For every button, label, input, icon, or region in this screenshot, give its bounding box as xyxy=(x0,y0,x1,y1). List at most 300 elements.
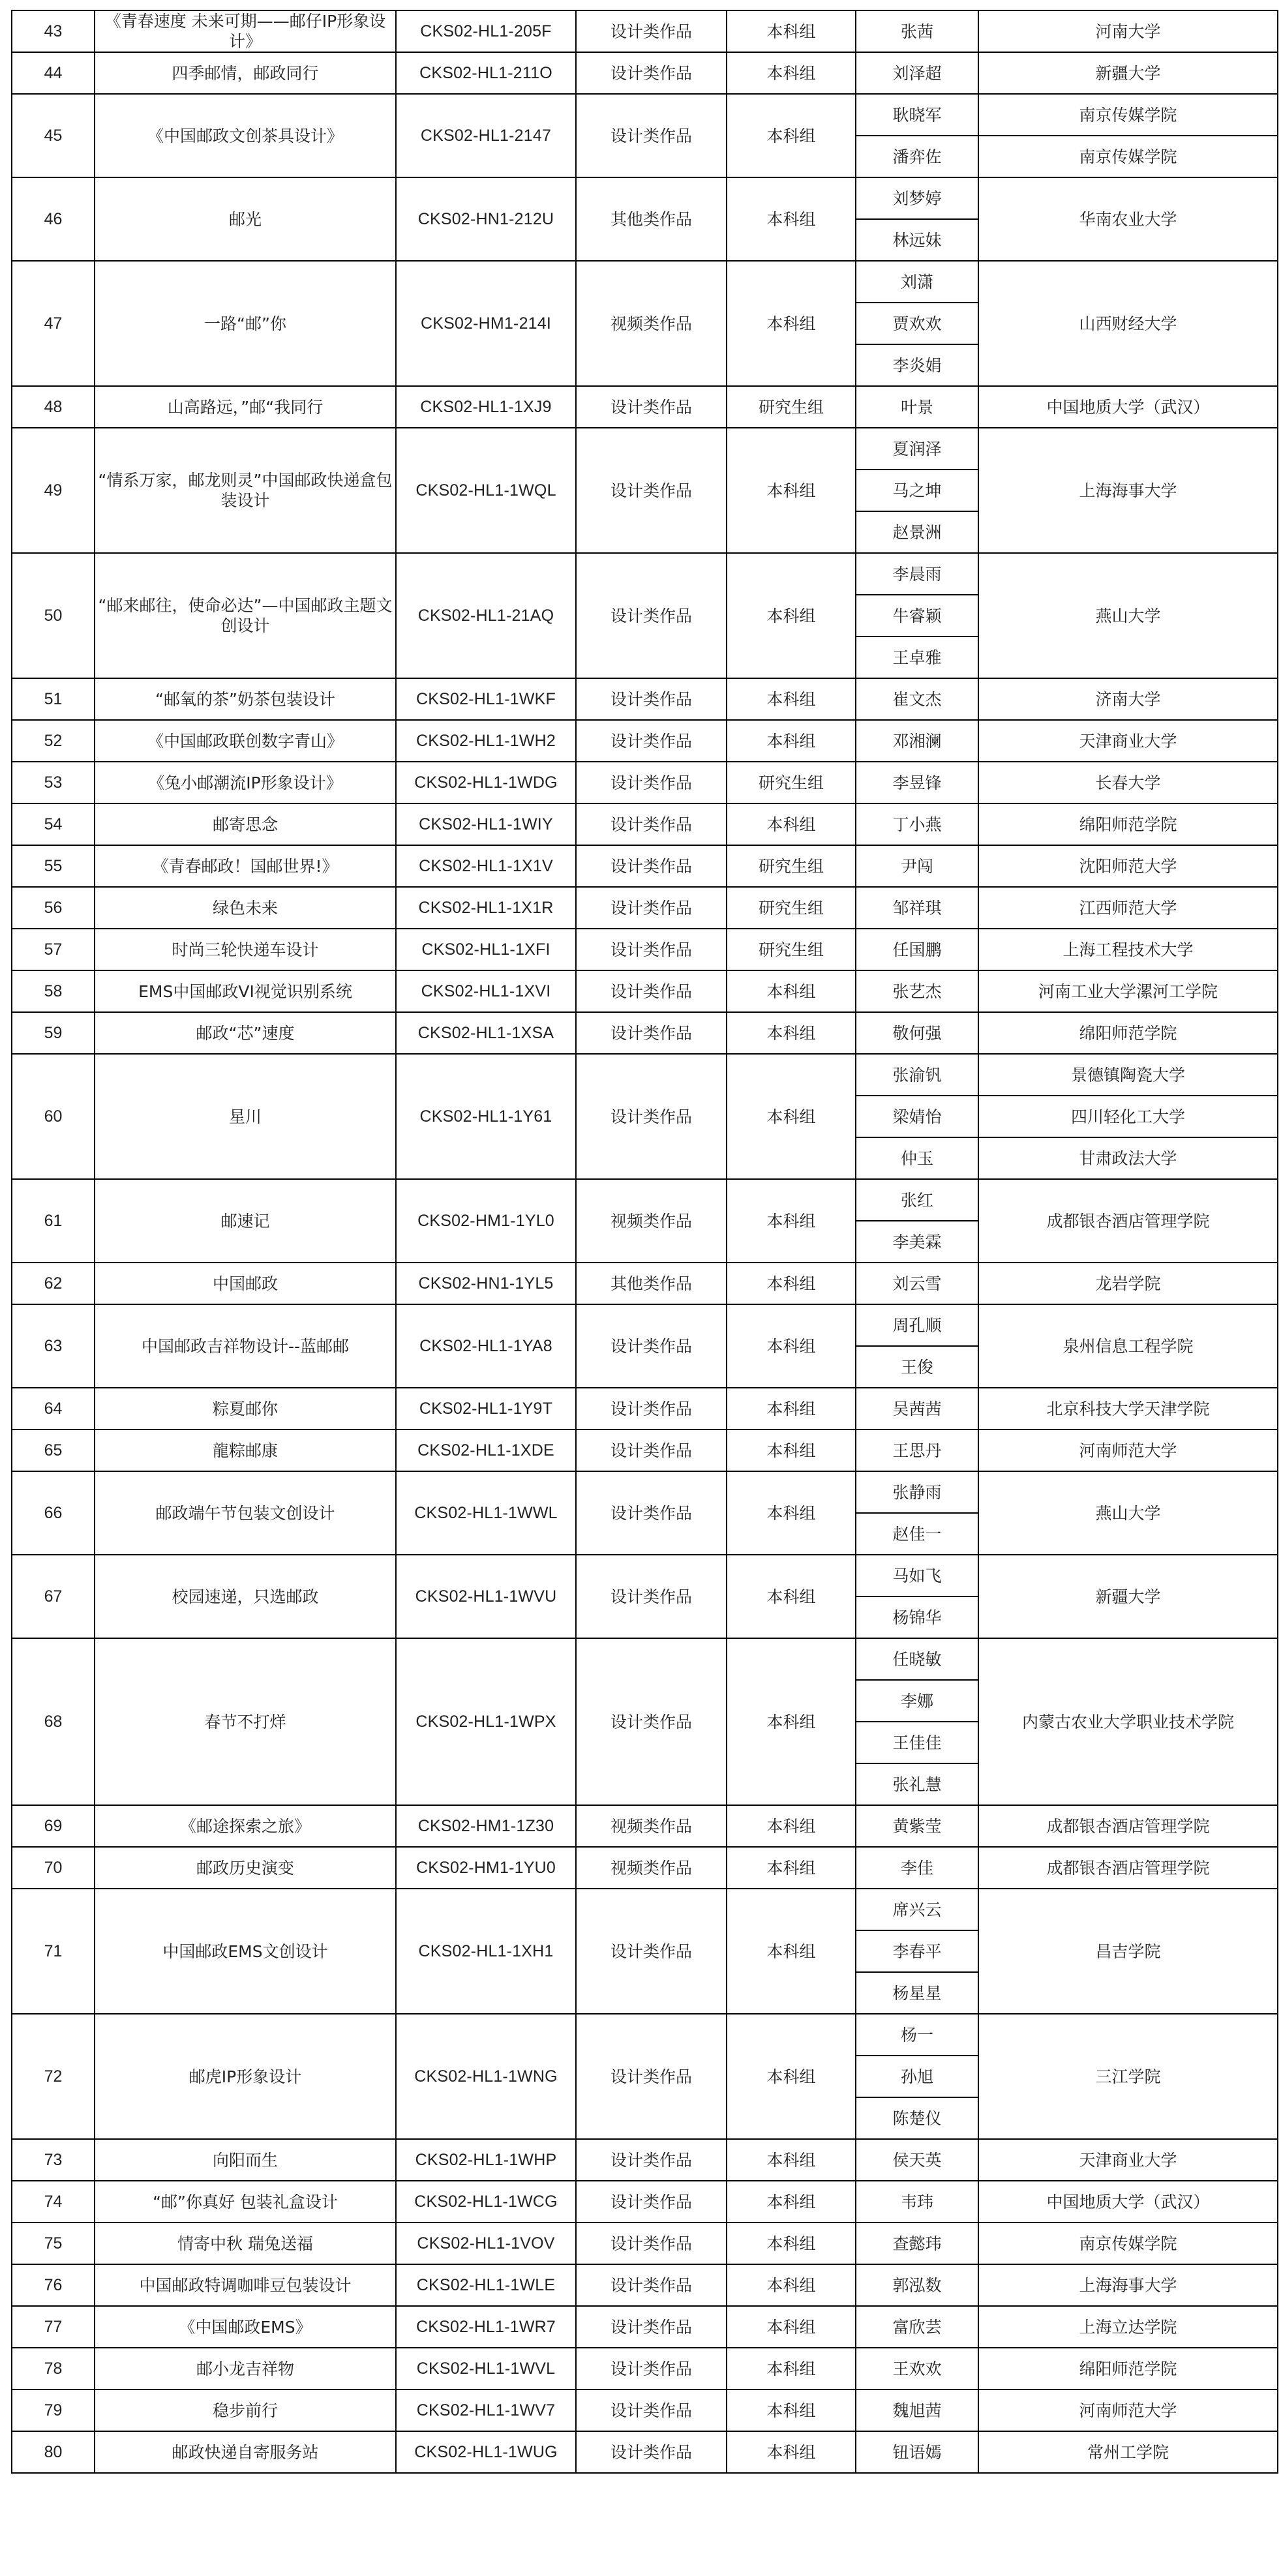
school-name: 上海海事大学 xyxy=(978,428,1278,553)
entry-group: 本科组 xyxy=(727,1430,856,1471)
entry-number: 74 xyxy=(12,2181,95,2223)
author-name: 任晓敏 xyxy=(856,1638,978,1680)
table-row xyxy=(12,2014,1278,2056)
entry-title: 《中国邮政联创数字青山》 xyxy=(95,720,396,762)
author-name: 孙旭 xyxy=(856,2056,978,2097)
entry-number: 62 xyxy=(12,1263,95,1304)
entry-category: 设计类作品 xyxy=(576,2431,727,2473)
entry-number: 47 xyxy=(12,261,95,386)
entry-category: 设计类作品 xyxy=(576,970,727,1012)
entry-group: 本科组 xyxy=(727,2348,856,2389)
school-name: 成都银杏酒店管理学院 xyxy=(978,1805,1278,1847)
table-row xyxy=(12,1430,1278,1471)
table-row xyxy=(12,94,1278,136)
author-name: 马之坤 xyxy=(856,470,978,511)
author-name: 赵佳一 xyxy=(856,1513,978,1555)
school-name: 绵阳师范学院 xyxy=(978,2348,1278,2389)
entry-number: 54 xyxy=(12,803,95,845)
table-row xyxy=(12,1889,1278,1930)
entry-number: 59 xyxy=(12,1012,95,1054)
author-name: 王佳佳 xyxy=(856,1722,978,1763)
entry-number: 73 xyxy=(12,2139,95,2181)
entry-code: CKS02-HL1-1XH1 xyxy=(396,1889,576,2014)
entry-code: CKS02-HL1-1WHP xyxy=(396,2139,576,2181)
table-row xyxy=(12,2223,1278,2264)
table-row xyxy=(12,261,1278,303)
entry-group: 研究生组 xyxy=(727,929,856,970)
entry-code: CKS02-HL1-1WKF xyxy=(396,678,576,720)
author-name: 林远妹 xyxy=(856,219,978,261)
author-name: 张艺杰 xyxy=(856,970,978,1012)
table-row xyxy=(12,803,1278,845)
table-row xyxy=(12,2389,1278,2431)
entry-group: 本科组 xyxy=(727,1263,856,1304)
entry-category: 设计类作品 xyxy=(576,2139,727,2181)
table-row xyxy=(12,678,1278,720)
entry-number: 68 xyxy=(12,1638,95,1805)
school-name: 中国地质大学（武汉） xyxy=(978,386,1278,428)
school-name: 华南农业大学 xyxy=(978,177,1278,261)
author-name: 刘云雪 xyxy=(856,1263,978,1304)
author-name: 贾欢欢 xyxy=(856,303,978,344)
entry-category: 设计类作品 xyxy=(576,94,727,177)
entry-category: 设计类作品 xyxy=(576,720,727,762)
entry-group: 本科组 xyxy=(727,1805,856,1847)
entry-title: 情寄中秋 瑞兔送福 xyxy=(95,2223,396,2264)
author-name: 王俊 xyxy=(856,1346,978,1388)
entry-number: 46 xyxy=(12,177,95,261)
school-name: 燕山大学 xyxy=(978,553,1278,678)
entry-title: 时尚三轮快递车设计 xyxy=(95,929,396,970)
entry-number: 49 xyxy=(12,428,95,553)
entry-number: 65 xyxy=(12,1430,95,1471)
entry-category: 设计类作品 xyxy=(576,553,727,678)
entry-code: CKS02-HL1-1XFI xyxy=(396,929,576,970)
entry-code: CKS02-HL1-1X1R xyxy=(396,887,576,929)
entry-title: 《青春邮政！国邮世界!》 xyxy=(95,845,396,887)
table-row xyxy=(12,177,1278,219)
author-name: 马如飞 xyxy=(856,1555,978,1596)
entry-code: CKS02-HL1-21AQ xyxy=(396,553,576,678)
author-name: 吴茜茜 xyxy=(856,1388,978,1430)
author-name: 李春平 xyxy=(856,1930,978,1972)
entry-number: 60 xyxy=(12,1054,95,1179)
entry-category: 设计类作品 xyxy=(576,1555,727,1638)
author-name: 魏旭茜 xyxy=(856,2389,978,2431)
entry-code: CKS02-HL1-1WUG xyxy=(396,2431,576,2473)
entry-title: 《兔小邮潮流IP形象设计》 xyxy=(95,762,396,803)
entry-category: 设计类作品 xyxy=(576,803,727,845)
entry-number: 55 xyxy=(12,845,95,887)
author-name: 王欢欢 xyxy=(856,2348,978,2389)
table-row xyxy=(12,2306,1278,2348)
entry-code: CKS02-HL1-1XJ9 xyxy=(396,386,576,428)
entry-number: 70 xyxy=(12,1847,95,1889)
entry-title: 邮政端午节包装文创设计 xyxy=(95,1471,396,1555)
table-row xyxy=(12,2348,1278,2389)
entry-code: CKS02-HL1-1XVI xyxy=(396,970,576,1012)
entry-category: 设计类作品 xyxy=(576,678,727,720)
entry-code: CKS02-HN1-212U xyxy=(396,177,576,261)
entry-category: 设计类作品 xyxy=(576,1054,727,1179)
entry-code: CKS02-HL1-1WVL xyxy=(396,2348,576,2389)
entry-category: 设计类作品 xyxy=(576,2306,727,2348)
entry-code: CKS02-HL1-1XDE xyxy=(396,1430,576,1471)
author-name: 李佳 xyxy=(856,1847,978,1889)
entry-number: 76 xyxy=(12,2264,95,2306)
entry-code: CKS02-HL1-1WNG xyxy=(396,2014,576,2139)
author-name: 仲玉 xyxy=(856,1137,978,1179)
school-name: 河南工业大学漯河工学院 xyxy=(978,970,1278,1012)
entry-title: “邮”你真好 包装礼盒设计 xyxy=(95,2181,396,2223)
entry-number: 51 xyxy=(12,678,95,720)
entry-code: CKS02-HL1-1WIY xyxy=(396,803,576,845)
author-name: 张红 xyxy=(856,1179,978,1221)
entry-code: CKS02-HM1-1YL0 xyxy=(396,1179,576,1263)
entry-number: 48 xyxy=(12,386,95,428)
entry-group: 本科组 xyxy=(727,1555,856,1638)
author-name: 丁小燕 xyxy=(856,803,978,845)
entry-number: 77 xyxy=(12,2306,95,2348)
awards-table-body xyxy=(12,10,1278,2473)
entry-title: 校园速递，只选邮政 xyxy=(95,1555,396,1638)
entry-group: 本科组 xyxy=(727,2223,856,2264)
entry-group: 研究生组 xyxy=(727,887,856,929)
author-name: 牛睿颖 xyxy=(856,595,978,637)
entry-group: 本科组 xyxy=(727,1179,856,1263)
entry-group: 本科组 xyxy=(727,52,856,94)
school-name: 三江学院 xyxy=(978,2014,1278,2139)
entry-group: 本科组 xyxy=(727,1388,856,1430)
school-name: 燕山大学 xyxy=(978,1471,1278,1555)
entry-number: 71 xyxy=(12,1889,95,2014)
author-name: 张礼慧 xyxy=(856,1763,978,1805)
entry-group: 本科组 xyxy=(727,970,856,1012)
entry-number: 52 xyxy=(12,720,95,762)
entry-number: 63 xyxy=(12,1304,95,1388)
author-name: 刘泽超 xyxy=(856,52,978,94)
entry-code: CKS02-HL1-1WH2 xyxy=(396,720,576,762)
entry-group: 本科组 xyxy=(727,553,856,678)
author-name: 潘弈佐 xyxy=(856,136,978,177)
entry-code: CKS02-HL1-1WV7 xyxy=(396,2389,576,2431)
entry-title: 粽夏邮你 xyxy=(95,1388,396,1430)
entry-code: CKS02-HL1-1WVU xyxy=(396,1555,576,1638)
entry-category: 视频类作品 xyxy=(576,1847,727,1889)
author-name: 陈楚仪 xyxy=(856,2097,978,2139)
table-row xyxy=(12,1263,1278,1304)
entry-title: 一路“邮”你 xyxy=(95,261,396,386)
entry-title: 星川 xyxy=(95,1054,396,1179)
entry-category: 设计类作品 xyxy=(576,386,727,428)
table-row xyxy=(12,970,1278,1012)
entry-number: 67 xyxy=(12,1555,95,1638)
entry-number: 80 xyxy=(12,2431,95,2473)
entry-group: 本科组 xyxy=(727,1304,856,1388)
table-row xyxy=(12,1555,1278,1596)
table-row xyxy=(12,762,1278,803)
entry-code: CKS02-HL1-1VOV xyxy=(396,2223,576,2264)
awards-table xyxy=(11,10,1278,2474)
entry-code: CKS02-HL1-1Y9T xyxy=(396,1388,576,1430)
school-name: 绵阳师范学院 xyxy=(978,1012,1278,1054)
entry-code: CKS02-HM1-1YU0 xyxy=(396,1847,576,1889)
entry-group: 本科组 xyxy=(727,1847,856,1889)
entry-category: 设计类作品 xyxy=(576,10,727,52)
school-name: 济南大学 xyxy=(978,678,1278,720)
author-name: 韦玮 xyxy=(856,2181,978,2223)
author-name: 侯天英 xyxy=(856,2139,978,2181)
entry-code: CKS02-HL1-2147 xyxy=(396,94,576,177)
author-name: 查懿玮 xyxy=(856,2223,978,2264)
entry-group: 本科组 xyxy=(727,2181,856,2223)
entry-number: 66 xyxy=(12,1471,95,1555)
entry-title: 邮光 xyxy=(95,177,396,261)
school-name: 中国地质大学（武汉） xyxy=(978,2181,1278,2223)
table-row xyxy=(12,929,1278,970)
entry-group: 本科组 xyxy=(727,2306,856,2348)
school-name: 新疆大学 xyxy=(978,1555,1278,1638)
entry-title: 邮寄思念 xyxy=(95,803,396,845)
table-row xyxy=(12,386,1278,428)
entry-category: 设计类作品 xyxy=(576,1471,727,1555)
author-name: 李炎娟 xyxy=(856,344,978,386)
entry-group: 研究生组 xyxy=(727,845,856,887)
entry-group: 研究生组 xyxy=(727,386,856,428)
entry-group: 本科组 xyxy=(727,2389,856,2431)
entry-number: 75 xyxy=(12,2223,95,2264)
author-name: 敬何强 xyxy=(856,1012,978,1054)
entry-number: 72 xyxy=(12,2014,95,2139)
school-name: 龙岩学院 xyxy=(978,1263,1278,1304)
author-name: 李昱锋 xyxy=(856,762,978,803)
entry-category: 设计类作品 xyxy=(576,2181,727,2223)
school-name: 长春大学 xyxy=(978,762,1278,803)
school-name: 沈阳师范大学 xyxy=(978,845,1278,887)
entry-category: 设计类作品 xyxy=(576,1388,727,1430)
entry-title: 《中国邮政文创茶具设计》 xyxy=(95,94,396,177)
entry-category: 视频类作品 xyxy=(576,1179,727,1263)
author-name: 张渝钒 xyxy=(856,1054,978,1096)
author-name: 杨一 xyxy=(856,2014,978,2056)
school-name: 内蒙古农业大学职业技术学院 xyxy=(978,1638,1278,1805)
author-name: 周孔顺 xyxy=(856,1304,978,1346)
table-row xyxy=(12,2431,1278,2473)
author-name: 郭泓数 xyxy=(856,2264,978,2306)
table-row xyxy=(12,1805,1278,1847)
entry-number: 79 xyxy=(12,2389,95,2431)
school-name: 河南大学 xyxy=(978,10,1278,52)
table-row xyxy=(12,1179,1278,1221)
school-name: 成都银杏酒店管理学院 xyxy=(978,1847,1278,1889)
author-name: 梁婧怡 xyxy=(856,1096,978,1137)
author-name: 钮语嫣 xyxy=(856,2431,978,2473)
entry-code: CKS02-HL1-1WR7 xyxy=(396,2306,576,2348)
entry-category: 设计类作品 xyxy=(576,762,727,803)
school-name: 南京传媒学院 xyxy=(978,136,1278,177)
entry-category: 设计类作品 xyxy=(576,2348,727,2389)
entry-category: 设计类作品 xyxy=(576,2223,727,2264)
entry-group: 本科组 xyxy=(727,2014,856,2139)
entry-number: 45 xyxy=(12,94,95,177)
entry-number: 64 xyxy=(12,1388,95,1430)
entry-title: 稳步前行 xyxy=(95,2389,396,2431)
entry-category: 设计类作品 xyxy=(576,929,727,970)
entry-category: 其他类作品 xyxy=(576,177,727,261)
entry-group: 本科组 xyxy=(727,1889,856,2014)
entry-group: 本科组 xyxy=(727,1471,856,1555)
school-name: 上海工程技术大学 xyxy=(978,929,1278,970)
author-name: 刘梦婷 xyxy=(856,177,978,219)
table-row xyxy=(12,553,1278,595)
entry-number: 43 xyxy=(12,10,95,52)
table-row xyxy=(12,720,1278,762)
entry-title: “情系万家，邮龙则灵”中国邮政快递盒包装设计 xyxy=(95,428,396,553)
entry-number: 56 xyxy=(12,887,95,929)
entry-group: 本科组 xyxy=(727,10,856,52)
entry-group: 本科组 xyxy=(727,261,856,386)
author-name: 黄紫莹 xyxy=(856,1805,978,1847)
school-name: 南京传媒学院 xyxy=(978,2223,1278,2264)
entry-title: 邮小龙吉祥物 xyxy=(95,2348,396,2389)
school-name: 泉州信息工程学院 xyxy=(978,1304,1278,1388)
school-name: 景德镇陶瓷大学 xyxy=(978,1054,1278,1096)
entry-category: 设计类作品 xyxy=(576,1012,727,1054)
school-name: 河南师范大学 xyxy=(978,1430,1278,1471)
entry-group: 本科组 xyxy=(727,2431,856,2473)
table-row xyxy=(12,1847,1278,1889)
author-name: 王思丹 xyxy=(856,1430,978,1471)
entry-title: 《青春速度 未来可期——邮仔IP形象设计》 xyxy=(95,10,396,52)
author-name: 任国鹏 xyxy=(856,929,978,970)
school-name: 天津商业大学 xyxy=(978,2139,1278,2181)
school-name: 河南师范大学 xyxy=(978,2389,1278,2431)
author-name: 富欣芸 xyxy=(856,2306,978,2348)
school-name: 上海海事大学 xyxy=(978,2264,1278,2306)
entry-title: 邮政“芯”速度 xyxy=(95,1012,396,1054)
entry-code: CKS02-HM1-1Z30 xyxy=(396,1805,576,1847)
entry-title: “邮来邮往，使命必达”—中国邮政主题文创设计 xyxy=(95,553,396,678)
entry-number: 69 xyxy=(12,1805,95,1847)
table-row xyxy=(12,845,1278,887)
school-name: 南京传媒学院 xyxy=(978,94,1278,136)
entry-title: EMS中国邮政VI视觉识别系统 xyxy=(95,970,396,1012)
table-row xyxy=(12,2139,1278,2181)
author-name: 张静雨 xyxy=(856,1471,978,1513)
entry-group: 本科组 xyxy=(727,1054,856,1179)
entry-number: 50 xyxy=(12,553,95,678)
entry-code: CKS02-HL1-1XSA xyxy=(396,1012,576,1054)
entry-code: CKS02-HL1-1Y61 xyxy=(396,1054,576,1179)
entry-number: 78 xyxy=(12,2348,95,2389)
entry-category: 设计类作品 xyxy=(576,887,727,929)
author-name: 耿晓军 xyxy=(856,94,978,136)
table-row xyxy=(12,1304,1278,1346)
entry-group: 本科组 xyxy=(727,177,856,261)
entry-group: 本科组 xyxy=(727,2139,856,2181)
entry-title: 中国邮政 xyxy=(95,1263,396,1304)
entry-category: 视频类作品 xyxy=(576,1805,727,1847)
school-name: 昌吉学院 xyxy=(978,1889,1278,2014)
entry-title: 中国邮政EMS文创设计 xyxy=(95,1889,396,2014)
entry-title: 龍粽邮康 xyxy=(95,1430,396,1471)
entry-group: 本科组 xyxy=(727,678,856,720)
entry-code: CKS02-HL1-1X1V xyxy=(396,845,576,887)
school-name: 成都银杏酒店管理学院 xyxy=(978,1179,1278,1263)
table-row xyxy=(12,1471,1278,1513)
author-name: 刘潇 xyxy=(856,261,978,303)
entry-title: 四季邮情，邮政同行 xyxy=(95,52,396,94)
entry-code: CKS02-HL1-1YA8 xyxy=(396,1304,576,1388)
table-row xyxy=(12,887,1278,929)
author-name: 王卓雅 xyxy=(856,637,978,678)
entry-title: 邮政历史演变 xyxy=(95,1847,396,1889)
author-name: 杨锦华 xyxy=(856,1596,978,1638)
entry-code: CKS02-HM1-214I xyxy=(396,261,576,386)
entry-category: 设计类作品 xyxy=(576,1889,727,2014)
school-name: 常州工学院 xyxy=(978,2431,1278,2473)
entry-title: 《邮途探索之旅》 xyxy=(95,1805,396,1847)
entry-category: 设计类作品 xyxy=(576,845,727,887)
entry-title: 邮速记 xyxy=(95,1179,396,1263)
school-name: 山西财经大学 xyxy=(978,261,1278,386)
entry-category: 设计类作品 xyxy=(576,2264,727,2306)
entry-code: CKS02-HL1-1WPX xyxy=(396,1638,576,1805)
school-name: 上海立达学院 xyxy=(978,2306,1278,2348)
entry-title: “邮氧的茶”奶茶包装设计 xyxy=(95,678,396,720)
entry-category: 设计类作品 xyxy=(576,1304,727,1388)
entry-title: 中国邮政吉祥物设计--蓝邮邮 xyxy=(95,1304,396,1388)
entry-code: CKS02-HL1-1WCG xyxy=(396,2181,576,2223)
entry-group: 本科组 xyxy=(727,94,856,177)
entry-category: 设计类作品 xyxy=(576,428,727,553)
table-row xyxy=(12,1054,1278,1096)
table-row xyxy=(12,2264,1278,2306)
entry-title: 《中国邮政EMS》 xyxy=(95,2306,396,2348)
entry-title: 春节不打烊 xyxy=(95,1638,396,1805)
school-name: 绵阳师范学院 xyxy=(978,803,1278,845)
author-name: 李娜 xyxy=(856,1680,978,1722)
entry-group: 本科组 xyxy=(727,2264,856,2306)
entry-code: CKS02-HL1-211O xyxy=(396,52,576,94)
table-row xyxy=(12,1012,1278,1054)
entry-number: 44 xyxy=(12,52,95,94)
table-row xyxy=(12,10,1278,52)
author-name: 叶景 xyxy=(856,386,978,428)
entry-category: 设计类作品 xyxy=(576,52,727,94)
entry-group: 本科组 xyxy=(727,1012,856,1054)
entry-code: CKS02-HL1-1WWL xyxy=(396,1471,576,1555)
author-name: 杨星星 xyxy=(856,1972,978,2014)
entry-title: 山高路远，”邮“我同行 xyxy=(95,386,396,428)
entry-title: 绿色未来 xyxy=(95,887,396,929)
table-row xyxy=(12,52,1278,94)
entry-number: 58 xyxy=(12,970,95,1012)
entry-category: 设计类作品 xyxy=(576,2014,727,2139)
school-name: 天津商业大学 xyxy=(978,720,1278,762)
author-name: 张茜 xyxy=(856,10,978,52)
school-name: 四川轻化工大学 xyxy=(978,1096,1278,1137)
table-row xyxy=(12,428,1278,470)
entry-code: CKS02-HL1-1WDG xyxy=(396,762,576,803)
author-name: 崔文杰 xyxy=(856,678,978,720)
entry-code: CKS02-HL1-205F xyxy=(396,10,576,52)
entry-code: CKS02-HL1-1WLE xyxy=(396,2264,576,2306)
entry-category: 视频类作品 xyxy=(576,261,727,386)
school-name: 江西师范大学 xyxy=(978,887,1278,929)
entry-group: 本科组 xyxy=(727,1638,856,1805)
table-row xyxy=(12,1638,1278,1680)
